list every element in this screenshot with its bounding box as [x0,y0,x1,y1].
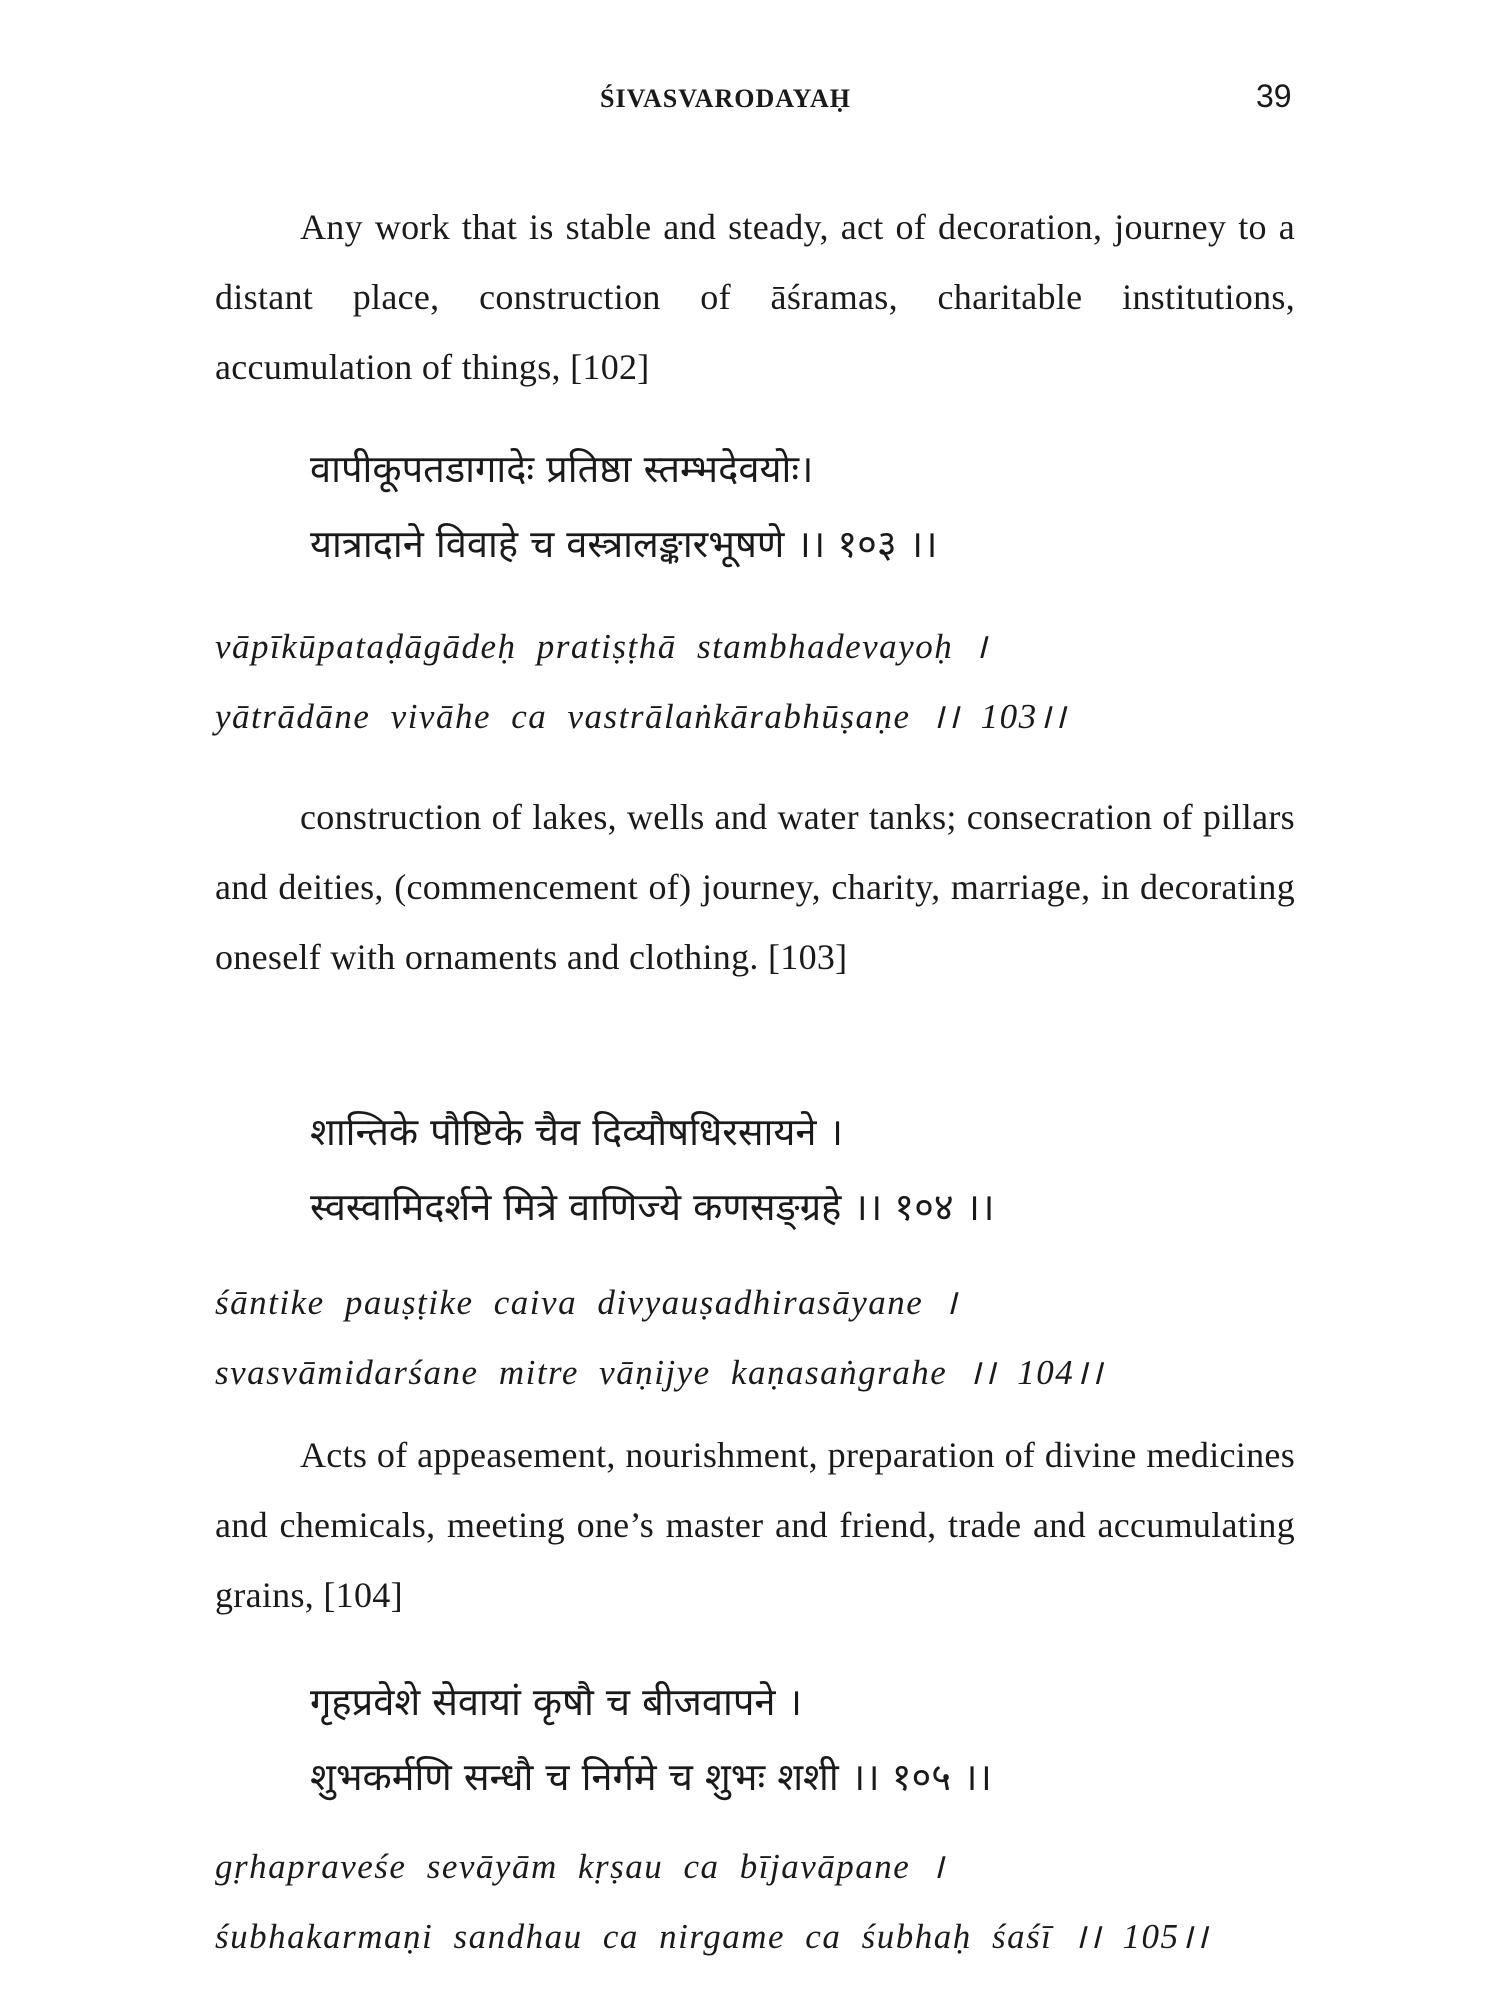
devanagari-line: यात्रादाने विवाहे च वस्त्रालङ्कारभूषणे ।। १०३ ।। [310,522,938,566]
translation-text: Any work that is stable and steady, act of decoration, journey to a distant place, construction of āśramas, charitable institutions, accumulation of things, [102] [215,207,1295,387]
verse-105-devanagari [310,1665,1310,1815]
translation-text: construction of lakes, wells and water tanks; consecration of pillars and deities, (commencement of) journey, charity, marriage, in decorating oneself with ornaments and clothing. [103] [215,797,1295,977]
running-title: ŚIVASVARODAYAḤ [600,84,851,113]
verse-105-transliteration [215,1832,1295,1972]
verse-104-devanagari [310,1095,1310,1245]
transliteration-line: yātrādāne vivāhe ca vastrālaṅkārabhūṣaṇe ।। 103।। [215,697,1068,736]
translation-103 [215,782,1295,992]
transliteration-line: śāntike pauṣṭike caiva divyauṣadhirasāyane । [215,1283,959,1322]
verse-104-transliteration [215,1268,1295,1408]
verse-103-devanagari [310,432,1310,582]
devanagari-line: शान्तिके पौष्टिके चैव दिव्यौषधिरसायने । [310,1110,843,1154]
translation-104 [215,1420,1295,1630]
transliteration-line: śubhakarmaṇi sandhau ca nirgame ca śubhaḥ śaśī ।। 105।। [215,1917,1209,1956]
verse-103-transliteration [215,612,1295,752]
translation-text: Acts of appeasement, nourishment, preparation of divine medicines and chemicals, meeting one’s master and friend, trade and accumulating grains, [104] [215,1435,1295,1615]
transliteration-line: gṛhapraveśe sevāyām kṛṣau ca bījavāpane । [215,1847,946,1886]
transliteration-line: svasvāmidarśane mitre vāṇijye kaṇasaṅgrahe ।। 104।। [215,1353,1104,1392]
transliteration-line: vāpīkūpataḍāgādeḥ pratiṣṭhā stambhadevayoḥ । [215,627,989,666]
devanagari-line: वापीकूपतडागादेः प्रतिष्ठा स्तम्भदेवयोः। [310,447,814,491]
page-number: 39 [1256,78,1292,114]
running-header [0,78,1500,118]
devanagari-line: स्वस्वामिदर्शने मित्रे वाणिज्ये कणसङ्ग्रहे ।। १०४ ।। [310,1185,995,1229]
translation-102 [215,192,1295,402]
devanagari-line: गृहप्रवेशे सेवायां कृषौ च बीजवापने । [310,1680,803,1724]
devanagari-line: शुभकर्मणि सन्धौ च निर्गमे च शुभः शशी ।। १०५ ।। [310,1755,992,1799]
